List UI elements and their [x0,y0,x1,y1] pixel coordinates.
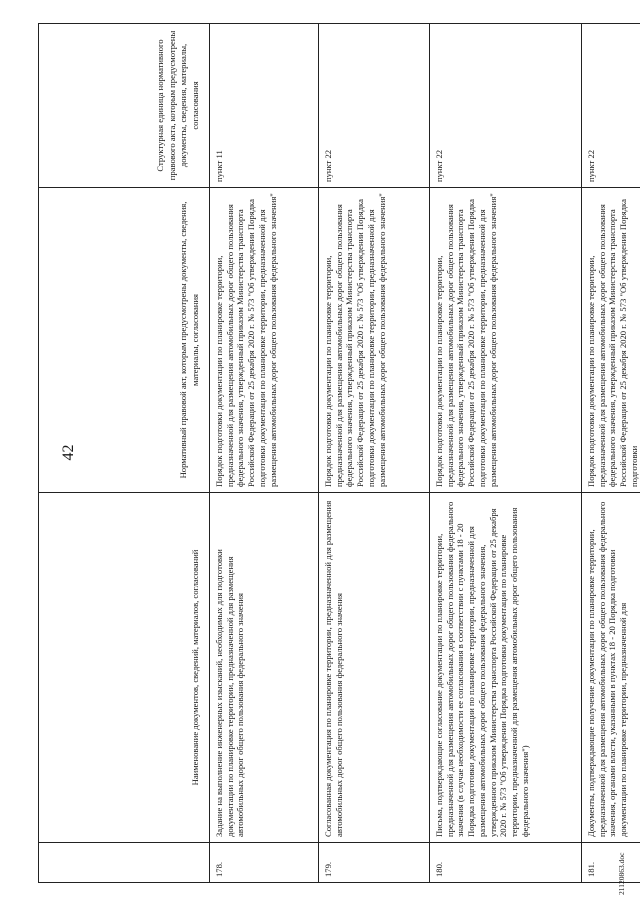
header-structural-unit: Структурная единица нормативного правового акта, которым предусмотрены документы, сведения, материалы, согласования [39,24,210,188]
document-name: Задание на выполнение инженерных изысканий, необходимых для подготовки документации по планировке территории, предназначенной для размещения автомобильных дорог общего пользования федерального значения [210,493,319,843]
row-number: 181. [582,843,640,883]
legal-act: Порядок подготовки документации по планировке территории, предназначенной для размещения автомобильных дорог общего пользования федерального значения, утвержденный приказом Министерства транспорта Российской Федерации от 25 декабря 2020 г. № 573 "Об утверждении Порядка подготовки документации по планировке территории, предназначенной для размещения автомобильных дорог общего пользования федерального значения" [319,188,430,493]
page-number: 42 [60,444,77,461]
document-name: Письма, подтверждающие согласование документации по планировке территории, предназначенной для размещения автомобильных дорог общего пользования федерального значения (в случае необходимости ее согласования в соответствии с пунктами 18 - 20 Порядка подготовки документации по планировке территории, предназначенной для размещения автомобильных дорог общего пользования федерального значения, утвержденного приказом Министерства транспорта Российской Федерации от 25 декабря 2020 г. № 573 "Об утверждении Порядка подготовки документации по планировке территории, предназначенной для размещения автомобильных дорог общего пользования федерального значения") [430,493,582,843]
table-row [210,24,319,883]
structural-unit: пункт 22 [430,24,582,188]
legal-act: Порядок подготовки документации по планировке территории, предназначенной для размещения автомобильных дорог общего пользования федерального значения, утвержденный приказом Министерства транспорта Российской Федерации от 25 декабря 2020 г. № 573 "Об утверждении Порядка подготовки документации по планировке территории, предназначенной для размещения автомобильных дорог общего пользования федерального значения" [210,188,319,493]
document-file-code: 21120863.doc [617,852,626,895]
legal-act: Порядок подготовки документации по планировке территории, предназначенной для размещения автомобильных дорог общего пользования федерального значения, утвержденный приказом Министерства транспорта Российской Федерации от 25 декабря 2020 г. № 573 "Об утверждении Порядка подготовки [582,188,640,493]
header-document-name: Наименование документов, сведений, материалов, согласований [39,493,210,843]
document-name: Согласованная документация по планировке территории, предназначенной для размещения автомобильных дорог общего пользования федерального значения [319,493,430,843]
table-row [430,24,582,883]
row-number: 179. [319,843,430,883]
table-row [582,24,640,883]
document-name: Документы, подтверждающие получение документации по планировке территории, предназначенной для размещения автомобильных дорог общего пользования федерального значения, органами власти, указанными в пунктах 18 - 20 Порядка подготовки документации по планировке территории, предназначенной для [582,493,640,843]
table-header-row [39,24,210,883]
legal-act: Порядок подготовки документации по планировке территории, предназначенной для размещения автомобильных дорог общего пользования федерального значения, утвержденный приказом Министерства транспорта Российской Федерации от 25 декабря 2020 г. № 573 "Об утверждении Порядка подготовки документации по планировке территории, предназначенной для размещения автомобильных дорог общего пользования федерального значения" [430,188,582,493]
header-number [39,843,210,883]
header-legal-act: Нормативный правовой акт, которым предусмотрены документы, сведения, материалы, согласования [39,188,210,493]
row-number: 178. [210,843,319,883]
structural-unit: пункт 22 [319,24,430,188]
table-row [319,24,430,883]
structural-unit: пункт 11 [210,24,319,188]
row-number: 180. [430,843,582,883]
documents-table [38,23,640,883]
structural-unit: пункт 22 [582,24,640,188]
